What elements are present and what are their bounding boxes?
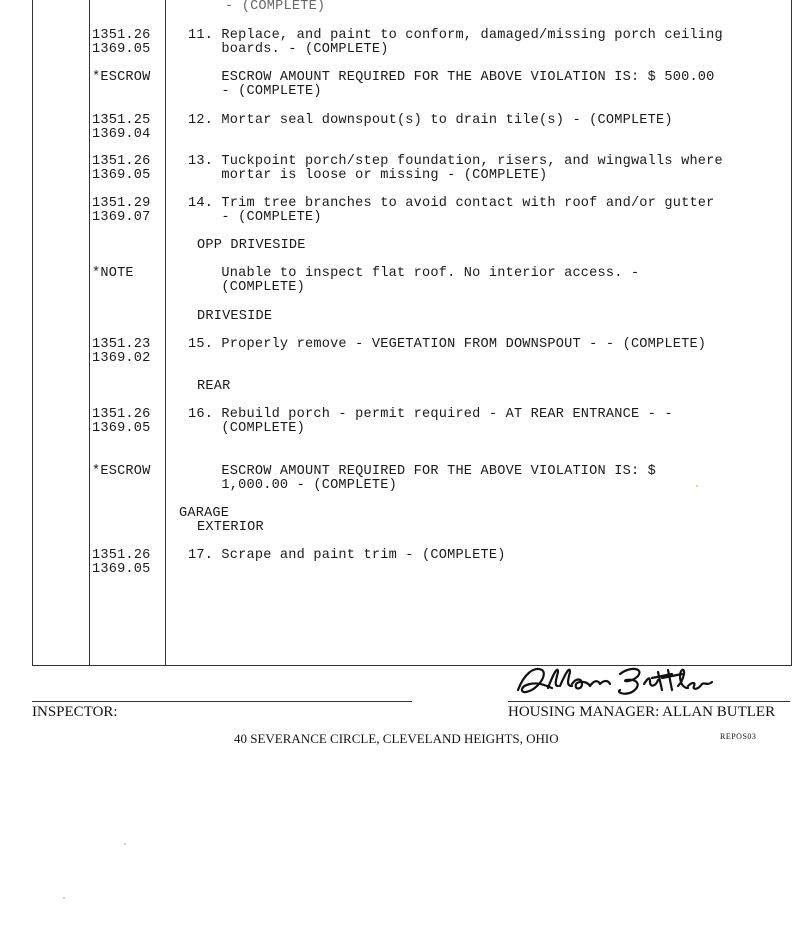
escrow-amount-line1: ESCROW AMOUNT REQUIRED FOR THE ABOVE VIOLATION IS: $: [188, 464, 657, 479]
escrow-tag: *ESCROW: [92, 464, 151, 479]
form-code: REPOS03: [720, 732, 757, 741]
note-line1: Unable to inspect flat roof. No interior access. -: [188, 266, 640, 281]
escrow-tag: *ESCROW: [92, 70, 151, 85]
violation-11-line1: 11. Replace, and paint to conform, damaged/missing porch ceiling: [188, 28, 723, 43]
code-primary: 1351.26: [92, 154, 151, 169]
continued-status: - (COMPLETE): [225, 0, 326, 14]
violation-12-line1: 12. Mortar seal downspout(s) to drain tile(s) - (COMPLETE): [188, 113, 673, 128]
scan-speck: [696, 485, 698, 487]
section-heading-driveside: DRIVESIDE: [197, 309, 273, 324]
section-heading-exterior: EXTERIOR: [197, 520, 264, 535]
inspector-label: INSPECTOR:: [32, 704, 118, 720]
code-secondary: 1369.07: [92, 210, 151, 225]
code-primary: 1351.26: [92, 407, 151, 422]
violation-11-line2: boards. - (COMPLETE): [188, 42, 389, 57]
note-line2: (COMPLETE): [188, 280, 306, 295]
violation-17-line1: 17. Scrape and paint trim - (COMPLETE): [188, 548, 506, 563]
code-secondary: 1369.05: [92, 168, 151, 183]
escrow-amount-line2: - (COMPLETE): [188, 84, 322, 99]
code-secondary: 1369.05: [92, 562, 151, 577]
scan-speck: [63, 897, 65, 899]
column-divider-codes: [165, 0, 166, 666]
escrow-amount-line1: ESCROW AMOUNT REQUIRED FOR THE ABOVE VIOLATION IS: $ 500.00: [188, 70, 715, 85]
housing-manager-label: HOUSING MANAGER: ALLAN BUTLER: [508, 704, 776, 720]
violation-13-line2: mortar is loose or missing - (COMPLETE): [188, 168, 548, 183]
violation-16-line2: (COMPLETE): [188, 421, 306, 436]
violation-16-line1: 16. Rebuild porch - permit required - AT REAR ENTRANCE - -: [188, 407, 673, 422]
violation-13-line1: 13. Tuckpoint porch/step foundation, risers, and wingwalls where: [188, 154, 723, 169]
code-primary: 1351.25: [92, 113, 151, 128]
scan-speck: [124, 843, 126, 845]
note-tag: *NOTE: [92, 266, 134, 281]
section-heading-opp-driveside: OPP DRIVESIDE: [197, 238, 306, 253]
section-heading-rear: REAR: [197, 379, 231, 394]
violation-14-line2: - (COMPLETE): [188, 210, 322, 225]
code-primary: 1351.26: [92, 28, 151, 43]
escrow-amount-line2: 1,000.00 - (COMPLETE): [188, 478, 397, 493]
violation-14-line1: 14. Trim tree branches to avoid contact with roof and/or gutter: [188, 196, 715, 211]
inspector-signature-line: [32, 701, 412, 702]
code-primary: 1351.23: [92, 337, 151, 352]
violation-15-line1: 15. Properly remove - VEGETATION FROM DOWNSPOUT - - (COMPLETE): [188, 337, 707, 352]
code-secondary: 1369.02: [92, 351, 151, 366]
code-secondary: 1369.05: [92, 42, 151, 57]
section-heading-garage: GARAGE: [179, 506, 230, 521]
column-divider-left: [89, 0, 90, 666]
department-address: 40 SEVERANCE CIRCLE, CLEVELAND HEIGHTS, OHIO: [234, 731, 559, 746]
code-primary: 1351.26: [92, 548, 151, 563]
code-primary: 1351.29: [92, 196, 151, 211]
code-secondary: 1369.05: [92, 421, 151, 436]
code-secondary: 1369.04: [92, 127, 151, 142]
manager-signature: [512, 662, 722, 702]
